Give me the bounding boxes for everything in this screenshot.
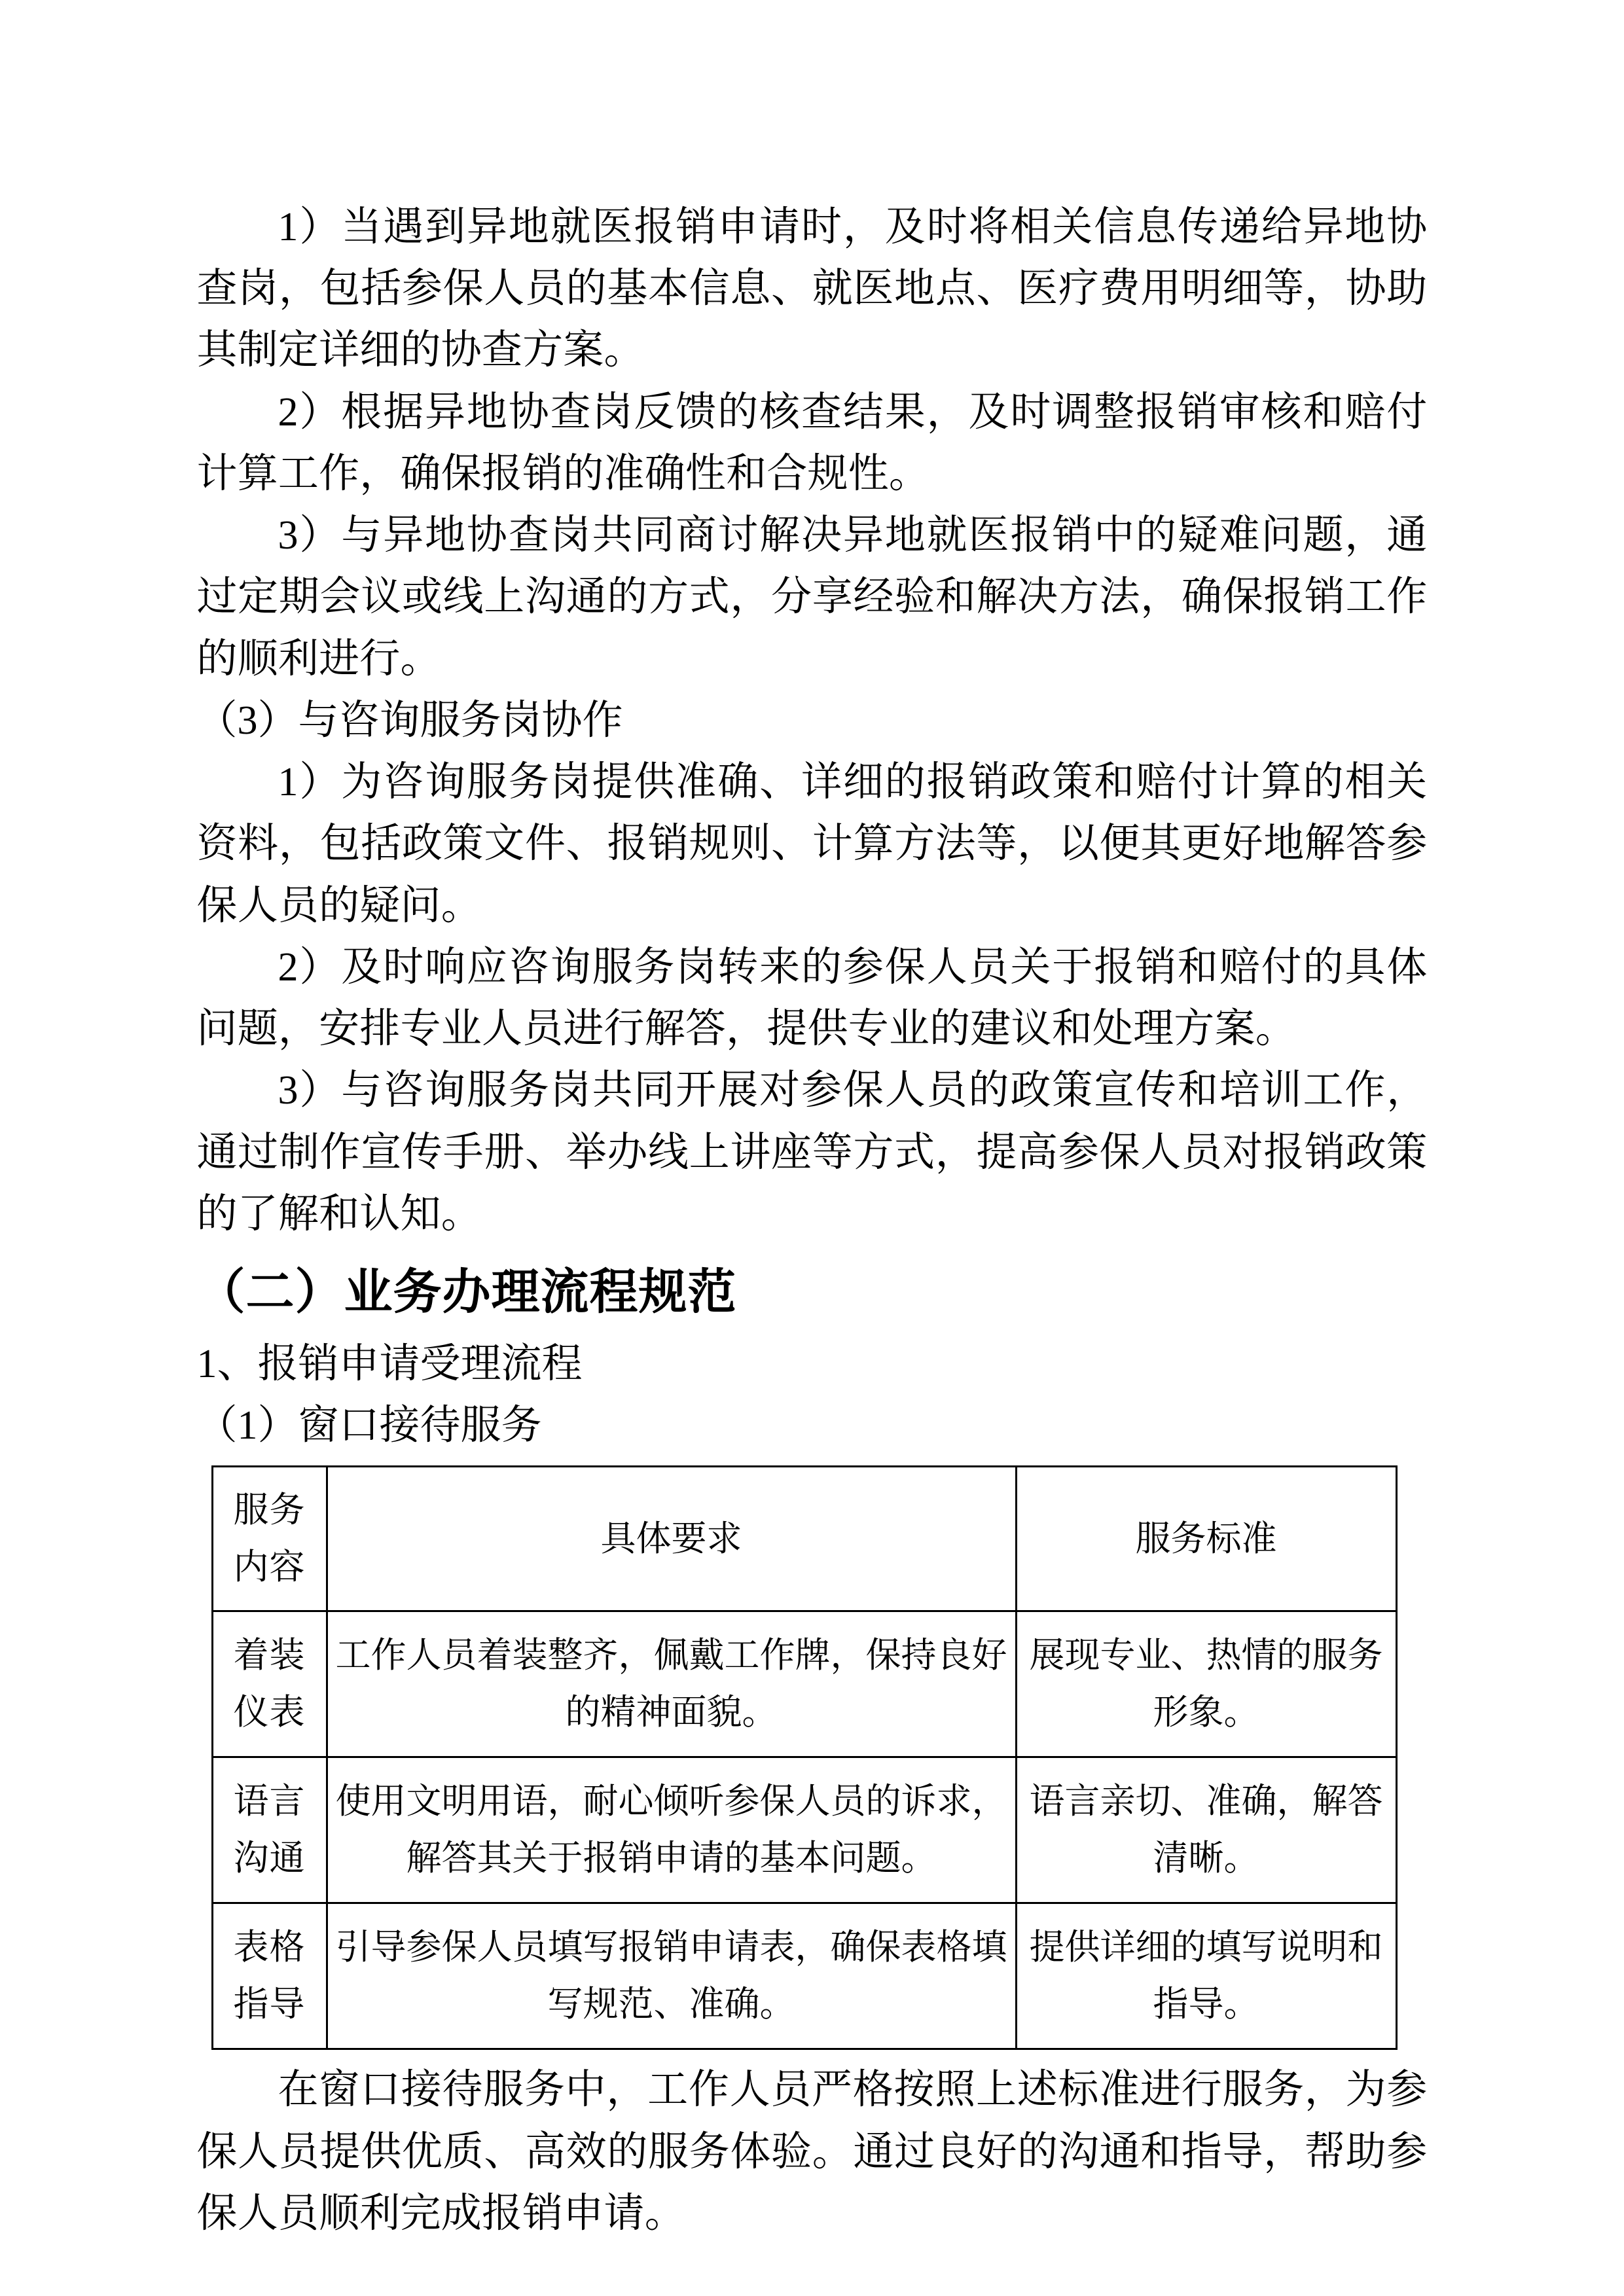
table-cell-label-form-guidance-line1: 表格: [233, 1927, 306, 1967]
paragraph-coop2-item1: 1）当遇到异地就医报销申请时，及时将相关信息传递给异地协查岗，包括参保人员的基本信息、就医地点、医疗费用明细等，协助其制定详细的协查方案。: [196, 205, 1428, 373]
paragraph-coop2-item3: 3）与异地协查岗共同商讨解决异地就医报销中的疑难问题，通过定期会议或线上沟通的方式，分享经验和解决方法，确保报销工作的顺利进行。: [196, 513, 1428, 681]
table-cell-label-dress-code-line1: 着装: [233, 1635, 306, 1675]
paragraph-coop3-item2: 2）及时响应咨询服务岗转来的参保人员关于报销和赔付的具体问题，安排专业人员进行解答，提供专业的建议和处理方案。: [196, 944, 1428, 1052]
heading-window-reception: （1）窗口接待服务: [196, 1403, 542, 1448]
table-cell-requirement-form-guidance: 引导参保人员填写报销申请表，确保表格填写规范、准确。: [327, 1903, 1016, 2049]
heading-business-process: （二）业务办理流程规范: [196, 1265, 737, 1319]
table-cell-requirement-dress-code: 工作人员着装整齐，佩戴工作牌，保持良好的精神面貌。: [327, 1611, 1016, 1757]
table-header-service-standard: 服务标准: [1016, 1467, 1396, 1611]
paragraph-window-service-summary: 在窗口接待服务中，工作人员严格按照上述标准进行服务，为参保人员提供优质、高效的服务体验。通过良好的沟通和指导，帮助参保人员顺利完成报销申请。: [196, 2068, 1428, 2236]
paragraph-coop3-item1: 1）为咨询服务岗提供准确、详细的报销政策和赔付计算的相关资料，包括政策文件、报销规则、计算方法等，以便其更好地解答参保人员的疑问。: [196, 760, 1428, 928]
table-row: [212, 1903, 1396, 2049]
table-cell-label-communication-line2: 沟通: [233, 1839, 306, 1878]
table-cell-standard-dress-code: 展现专业、热情的服务形象。: [1016, 1611, 1396, 1757]
table-header-service-content-line2: 内容: [233, 1547, 306, 1587]
table-cell-label-dress-code-line2: 仪表: [233, 1693, 306, 1732]
table-cell-label-dress-code: [212, 1611, 327, 1757]
service-standards-table: [211, 1465, 1398, 2050]
paragraph-coop2-item2: 2）根据异地协查岗反馈的核查结果，及时调整报销审核和赔付计算工作，确保报销的准确性和合规性。: [196, 389, 1428, 496]
table-cell-label-form-guidance-line2: 指导: [233, 1984, 306, 2024]
table-cell-label-form-guidance: [212, 1903, 327, 2049]
table-header-service-content: [212, 1467, 327, 1611]
table-cell-label-communication-line1: 语言: [233, 1781, 306, 1821]
paragraph-coop3-item3: 3）与咨询服务岗共同开展对参保人员的政策宣传和培训工作，通过制作宣传手册、举办线上讲座等方式，提高参保人员对报销政策的了解和认知。: [196, 1068, 1428, 1236]
table-row: [212, 1611, 1396, 1757]
table-cell-requirement-communication: 使用文明用语，耐心倾听参保人员的诉求，解答其关于报销申请的基本问题。: [327, 1757, 1016, 1903]
table-header-service-content-line1: 服务: [233, 1490, 306, 1530]
heading-section-3: （3）与咨询服务岗协作: [196, 698, 623, 743]
document-body: [197, 196, 1428, 2244]
heading-reimbursement-flow: 1、报销申请受理流程: [196, 1341, 583, 1386]
table-row: [212, 1757, 1396, 1903]
table-cell-standard-communication: 语言亲切、准确，解答清晰。: [1016, 1757, 1396, 1903]
table-header-row: [212, 1467, 1396, 1611]
table-header-specific-requirements: 具体要求: [327, 1467, 1016, 1611]
table-cell-standard-form-guidance: 提供详细的填写说明和指导。: [1016, 1903, 1396, 2049]
table-cell-label-communication: [212, 1757, 327, 1903]
